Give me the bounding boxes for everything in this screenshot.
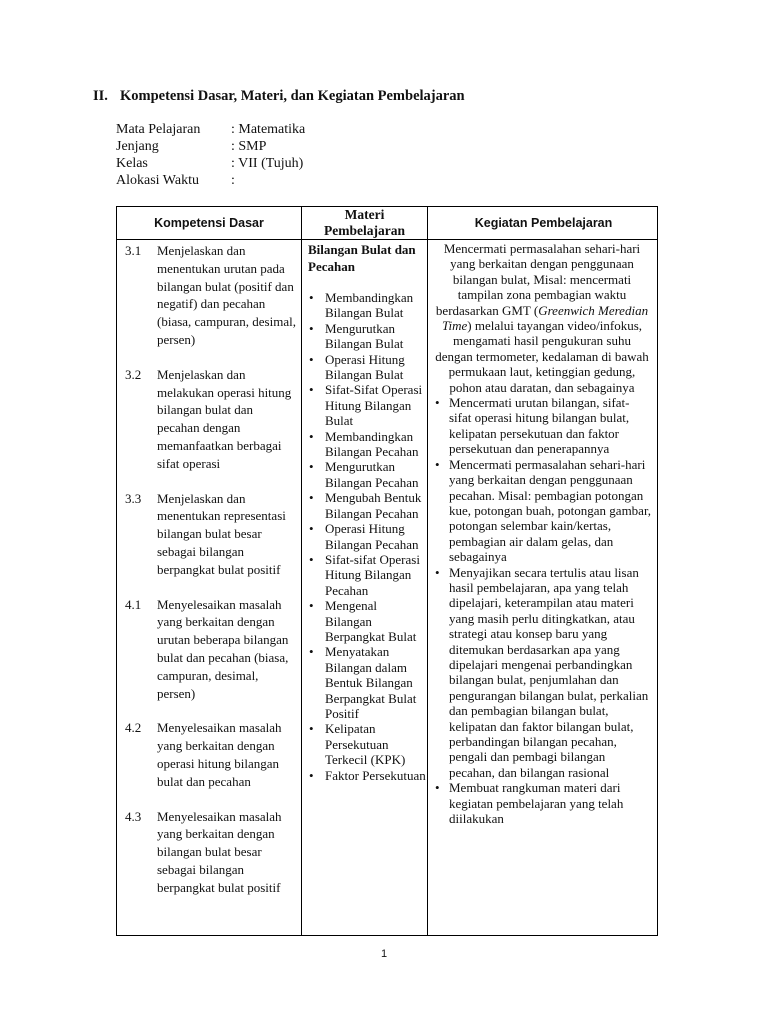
materi-item: • Faktor Persekutuan bbox=[308, 768, 426, 783]
kompetensi-item bbox=[125, 808, 297, 897]
header-kegiatan: Kegiatan Pembelajaran bbox=[474, 215, 613, 230]
kompetensi-item bbox=[125, 242, 297, 349]
info-value: : SMP bbox=[231, 139, 267, 154]
section-title: Kompetensi Dasar, Materi, dan Kegiatan Pembelajaran bbox=[120, 88, 465, 104]
kegiatan-intro bbox=[433, 241, 651, 395]
info-value: : VII (Tujuh) bbox=[231, 156, 304, 171]
kompetensi-code: 3.3 bbox=[125, 490, 142, 506]
kegiatan-item: • Membuat rangkuman materi dari kegiatan pembelajaran yang telah diilakukan bbox=[433, 780, 651, 826]
course-info bbox=[116, 121, 305, 189]
materi-item: • Mengenal Bilangan Berpangkat Bulat bbox=[308, 598, 426, 644]
info-row-level bbox=[116, 138, 305, 155]
kompetensi-text: Menyelesaikan masalah yang berkaitan dengan operasi hitung bilangan bulat dan pecahan bbox=[157, 720, 282, 789]
kompetensi-code: 3.2 bbox=[125, 366, 142, 382]
materi-item: • Sifat-sifat Operasi Hitung Bilangan Pecahan bbox=[308, 552, 426, 598]
info-label: Alokasi Waktu bbox=[116, 173, 199, 188]
column-divider bbox=[301, 207, 302, 935]
materi-item: • Membandingkan Bilangan Bulat bbox=[308, 290, 426, 321]
section-number: II. bbox=[93, 88, 108, 104]
info-value: : bbox=[231, 173, 235, 188]
kompetensi-item bbox=[125, 596, 297, 703]
kompetensi-item bbox=[125, 366, 297, 473]
kompetensi-column bbox=[125, 242, 297, 914]
kegiatan-list bbox=[433, 395, 651, 826]
column-divider bbox=[427, 207, 428, 935]
section-heading bbox=[93, 88, 465, 105]
kompetensi-text: Menjelaskan dan menentukan representasi bilangan bulat besar sebagai bilangan berpangkat bulat positif bbox=[157, 490, 286, 577]
kegiatan-column bbox=[433, 241, 651, 826]
kegiatan-item: • Menyajikan secara tertulis atau lisan hasil pembelajaran, apa yang telah dipelajari, keterampilan atau materi yang masih perlu ditingkatkan, atau strategi atau konsep baru yang ditemukan berdasarkan apa yang dipelajari mengenai perbandingkan bilangan bulat, penjumlahan dan pengurangan bilangan bulat, perkalian dan pembagian bilangan bulat, kelipatan dan faktor bilangan bulat, perbandingan bilangan pecahan, pengali dan pembagi bilangan pecahan, dan bilangan rasional bbox=[433, 565, 651, 781]
materi-item: • Mengurutkan Bilangan Pecahan bbox=[308, 459, 426, 490]
page-number: 1 bbox=[380, 948, 388, 960]
info-label: Jenjang bbox=[116, 139, 159, 154]
materi-list bbox=[308, 290, 426, 783]
materi-item: • Kelipatan Persekutuan Terkecil (KPK) bbox=[308, 721, 426, 767]
kompetensi-code: 4.2 bbox=[125, 720, 142, 736]
info-row-class bbox=[116, 155, 305, 172]
kegiatan-intro-text: Mencermati permasalahan sehari-hari yang berkaitan dengan penggunaan bilangan bulat, Misal: mencermati tampilan zona pembagian waktu berdasarkan GMT ( bbox=[435, 241, 641, 318]
materi-item: • Operasi Hitung Bilangan Bulat bbox=[308, 352, 426, 383]
info-row-time bbox=[116, 172, 305, 189]
materi-item: • Membandingkan Bilangan Pecahan bbox=[308, 429, 426, 460]
materi-column bbox=[308, 241, 426, 783]
header-divider bbox=[117, 239, 657, 240]
materi-title: Bilangan Bulat dan Pecahan bbox=[308, 242, 416, 274]
kegiatan-item: • Mencermati permasalahan sehari-hari yang berkaitan dengan penggunaan pecahan. Misal: pembagian potongan kue, potongan buah, potongan gambar, potongan selembar kain/kertas, pembagian air dalam gelas, dan sebagainya bbox=[433, 457, 651, 565]
materi-item: • Mengurutkan Bilangan Bulat bbox=[308, 321, 426, 352]
materi-item: • Menyatakan Bilangan dalam Bentuk Bilangan Berpangkat Bulat Positif bbox=[308, 644, 426, 721]
kompetensi-text: Menjelaskan dan menentukan urutan pada bilangan bulat (positif dan negatif) dan pecahan (biasa, campuran, desimal, persen) bbox=[157, 243, 296, 347]
info-label: Kelas bbox=[116, 156, 148, 171]
kompetensi-item bbox=[125, 719, 297, 790]
kegiatan-intro-italic: Greenwich Meredian Time bbox=[441, 302, 649, 334]
header-materi-line2: Pembelajaran bbox=[324, 223, 405, 238]
info-value: : Matematika bbox=[231, 122, 306, 137]
kompetensi-text: Menyelesaikan masalah yang berkaitan dengan bilangan bulat besar sebagai bilangan berpangkat bulat positif bbox=[157, 808, 282, 895]
header-materi bbox=[302, 207, 427, 239]
header-kompetensi: Kompetensi Dasar bbox=[154, 215, 264, 230]
materi-item: • Sifat-Sifat Operasi Hitung Bilangan Bulat bbox=[308, 382, 426, 428]
kompetensi-text: Menyelesaikan masalah yang berkaitan dengan urutan beberapa bilangan bulat dan pecahan (biasa, campuran, desimal, persen) bbox=[157, 596, 289, 701]
kompetensi-code: 3.1 bbox=[125, 243, 142, 258]
curriculum-table bbox=[116, 206, 658, 936]
kompetensi-code: 4.1 bbox=[125, 596, 142, 612]
materi-item: • Operasi Hitung Bilangan Pecahan bbox=[308, 521, 426, 552]
kegiatan-item: • Mencermati urutan bilangan, sifat-sifat operasi hitung bilangan bulat, kelipatan persekutuan dan faktor persekutuan dan penerapannya bbox=[433, 395, 651, 457]
kompetensi-item bbox=[125, 490, 297, 579]
kompetensi-code: 4.3 bbox=[125, 808, 142, 824]
info-row-subject bbox=[116, 121, 305, 138]
info-label: Mata Pelajaran bbox=[116, 122, 201, 137]
kegiatan-intro-text: ) melalui tayangan video/infokus, mengamati hasil pengukuran suhu dengan termometer, kedalaman di bawah permukaan laut, ketinggian gedung, pohon atau daratan, dan sebagainya bbox=[435, 318, 649, 395]
materi-item: • Mengubah Bentuk Bilangan Pecahan bbox=[308, 490, 426, 521]
kompetensi-text: Menjelaskan dan melakukan operasi hitung bilangan bulat dan pecahan dengan memanfaatkan berbagai sifat operasi bbox=[157, 366, 292, 471]
header-materi-line1: Materi bbox=[344, 207, 385, 222]
